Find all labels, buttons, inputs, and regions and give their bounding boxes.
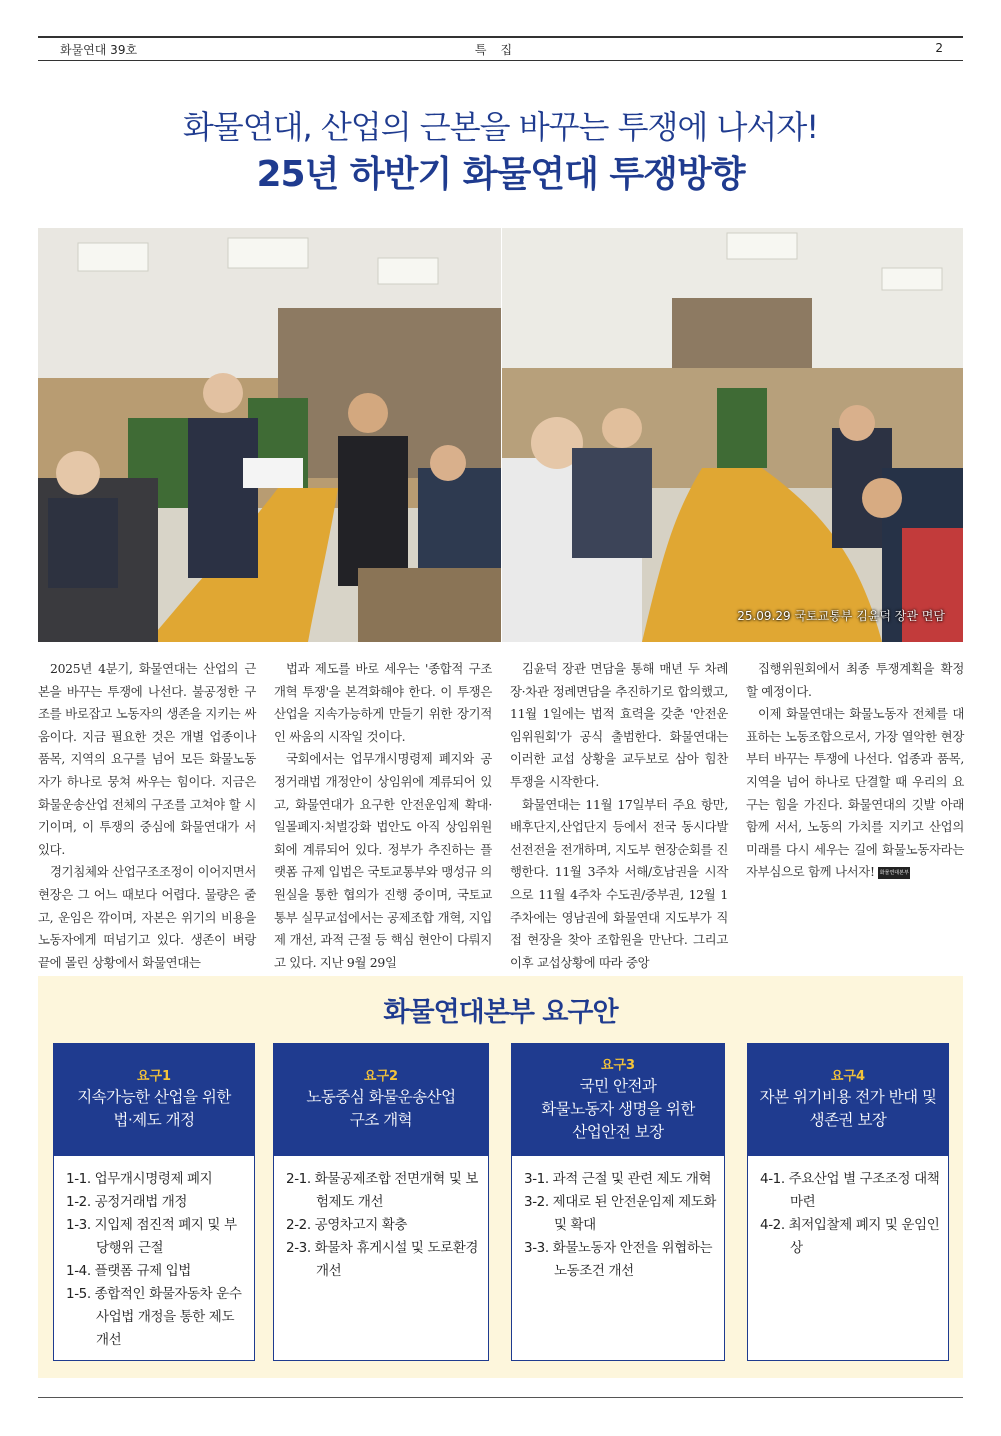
demand-item: 1-5. 종합적인 화물자동차 운수사업법 개정을 통한 제도개선	[66, 1286, 242, 1348]
demand-items	[748, 1156, 948, 1260]
demand-card-3	[511, 1043, 725, 1361]
article-paragraph: 국회에서는 업무개시명령제 폐지와 공정거래법 개정안이 상임위에 계류되어 있고, 화물연대가 요구한 안전운임제 확대·일몰폐지·처벌강화 법안도 아직 상임위원회에 계류되어 있다. 정부가 추진하는 플랫폼 규제 입법은 국토교통부와 맹성규 의원실을 통한 협의가 진행 중이며, 국토교통부 실무교섭에서는 공제조합 개혁, 지입제 개선, 과적 근절 등 핵심 현안이 다뤄지고 있다. 지난 9월 29일	[274, 751, 492, 970]
demand-number: 요구3	[600, 1057, 636, 1073]
meeting-photo-right	[502, 228, 963, 642]
page-number: 2	[935, 41, 943, 55]
article-closing-text: 이제 화물연대는 화물노동자 전체를 대표하는 노동조합으로서, 가장 열악한 현장부터 바꾸는 투쟁에 나선다. 업종과 품목, 지역을 넘어 하나로 단결할 때 우리의 요구는 힘을 가진다. 화물연대의 깃발 아래 함께 서서, 노동의 가치를 지키고 산업의 미래를 다시 세우는 길에 화물노동자라는 자부심으로 함께 나서자!	[746, 706, 964, 880]
demand-card-header	[512, 1044, 724, 1156]
article-paragraph: 집행위원회에서 최종 투쟁계획을 확정할 예정이다.	[746, 661, 964, 699]
article-column-1	[38, 658, 256, 974]
demand-item: 1-3. 지입제 점진적 폐지 및 부당행위 근절	[66, 1217, 237, 1256]
demand-card-header	[54, 1044, 254, 1156]
demand-title-line: 노동중심 화물운송산업	[306, 1088, 456, 1106]
photo-caption: 25.09.29 국토교통부 김윤덕 장관 면담	[737, 609, 945, 623]
union-logo-icon: 화물연대본부	[878, 867, 910, 879]
demand-title-line: 국민 안전과	[579, 1076, 657, 1095]
header-rule-bottom	[38, 60, 963, 61]
demand-item: 4-1. 주요산업 별 구조조정 대책 마련	[760, 1171, 940, 1210]
article-paragraph: 김윤덕 장관 면담을 통해 매년 두 차례 장·차관 정례면담을 추진하기로 합의했고, 11월 1일에는 법적 효력을 갖춘 '안전운임위원회'가 공식 출범한다. 화물연대는 이러한 교섭 상황을 교두보로 삼아 힘찬 투쟁을 시작한다.	[510, 661, 728, 789]
demand-item: 1-4. 플랫폼 규제 입법	[66, 1263, 191, 1279]
article-column-2	[274, 658, 492, 974]
section-label: 특집	[474, 43, 527, 57]
article-paragraph: 2025년 4분기, 화물연대는 산업의 근본을 바꾸는 투쟁에 나선다. 불공정한 구조를 바로잡고 노동자의 생존을 지키는 싸움이다. 지금 필요한 것은 개별 업종이나 품목, 지역의 요구를 넘어 모든 화물노동자가 하나로 뭉쳐 싸우는 힘이다. 지금은 화물운송산업 전체의 구조를 고쳐야 할 시기이며, 이 투쟁의 중심에 화물연대가 서 있다.	[38, 661, 256, 857]
demand-card-2	[273, 1043, 489, 1361]
demand-title-line: 지속가능한 산업을 위한	[77, 1088, 231, 1106]
demand-number: 요구1	[136, 1069, 172, 1084]
article-paragraph	[746, 703, 964, 884]
demand-title-line: 자본 위기비용 전가 반대 및	[759, 1088, 937, 1106]
headline-main: 화물연대, 산업의 근본을 바꾸는 투쟁에 나서자!	[182, 108, 819, 146]
demands-panel	[38, 976, 963, 1378]
demand-number: 요구2	[363, 1069, 399, 1084]
demand-items	[274, 1156, 488, 1283]
demand-item: 2-3. 화물차 휴게시설 및 도로환경 개선	[286, 1240, 478, 1279]
demand-item: 1-2. 공정거래법 개정	[66, 1194, 188, 1210]
demand-items	[512, 1156, 724, 1283]
demand-title-line: 법·제도 개정	[113, 1111, 195, 1129]
article-paragraph: 법과 제도를 바로 세우는 '종합적 구조개혁 투쟁'을 본격화해야 한다. 이 투쟁은 산업을 지속가능하게 만들기 위한 장기적인 싸움의 시작일 것이다.	[274, 661, 492, 744]
article-column-4	[746, 658, 964, 884]
demand-item: 2-1. 화물공제조합 전면개혁 및 보험제도 개선	[286, 1171, 478, 1210]
demand-title-line: 생존권 보장	[809, 1111, 887, 1129]
demand-title-line: 산업안전 보장	[572, 1122, 664, 1141]
demand-title-line: 화물노동자 생명을 위한	[541, 1099, 695, 1118]
demand-card-header	[274, 1044, 488, 1156]
demand-card-1	[53, 1043, 255, 1361]
article-paragraph: 경기침체와 산업구조조정이 이어지면서 현장은 그 어느 때보다 어렵다. 물량은 줄고, 운임은 깎이며, 자본은 위기의 비용을 노동자에게 떠넘기고 있다. 생존이 벼랑 끝에 몰린 상황에서 화물연대는	[38, 864, 256, 970]
demand-item: 1-1. 업무개시명령제 폐지	[66, 1171, 213, 1187]
demand-item: 3-2. 제대로 된 안전운임제 제도화 및 확대	[524, 1194, 716, 1233]
headline-sub: 25년 하반기 화물연대 투쟁방향	[256, 154, 745, 195]
demand-items	[54, 1156, 254, 1352]
header-rule-top	[38, 36, 963, 38]
issue-label: 화물연대 39호	[60, 43, 138, 57]
demand-item: 2-2. 공영차고지 확충	[286, 1217, 408, 1233]
demand-card-4	[747, 1043, 949, 1361]
demand-card-header	[748, 1044, 948, 1156]
article-paragraph: 화물연대는 11월 17일부터 주요 항만,배후단지,산업단지 등에서 전국 동시다발 선전전을 전개하며, 지도부 현장순회를 진행한다. 11월 3주차 서해/호남권을 시작으로 11월 4주차 수도권/중부권, 12월 1주차에는 영남권에 화물연대 지도부가 직접 현장을 찾아 조합원을 만난다. 그리고 이후 교섭상황에 따라 중앙	[510, 796, 728, 970]
demand-title-line: 구조 개혁	[349, 1111, 413, 1129]
demand-item: 3-1. 과적 근절 및 관련 제도 개혁	[524, 1171, 712, 1187]
meeting-photo-left	[38, 228, 501, 642]
demand-item: 4-2. 최저입찰제 폐지 및 운임인상	[760, 1217, 940, 1256]
footer-rule	[38, 1397, 963, 1398]
demand-item: 3-3. 화물노동자 안전을 위협하는 노동조건 개선	[524, 1240, 713, 1279]
demands-title: 화물연대본부 요구안	[383, 997, 618, 1028]
demand-number: 요구4	[830, 1069, 866, 1084]
article-column-3	[510, 658, 728, 974]
